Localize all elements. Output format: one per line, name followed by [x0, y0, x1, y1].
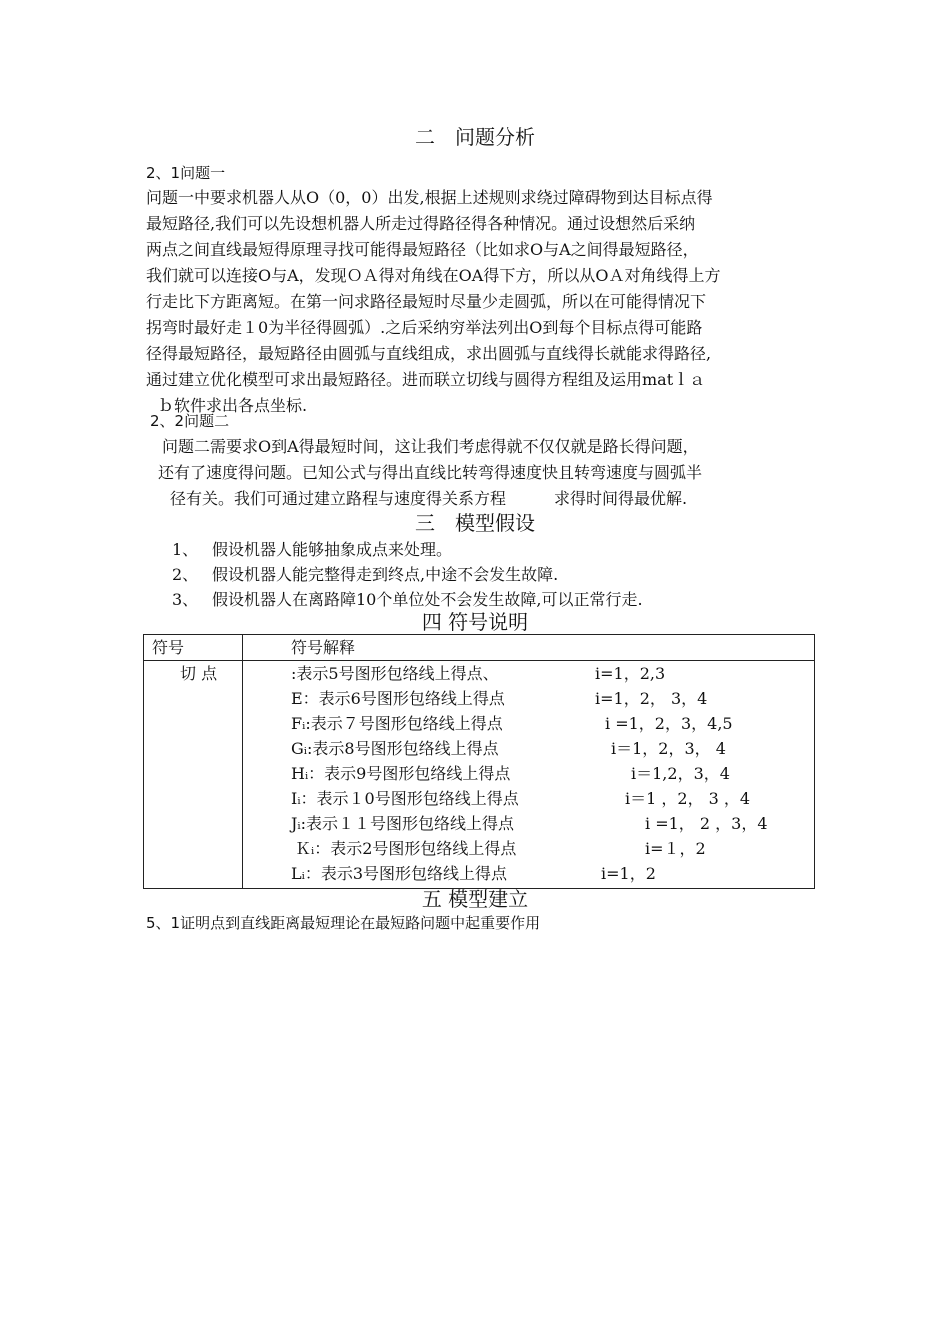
section-title-model-building: 五 模型建立: [421, 887, 529, 911]
q2-heading: 2、2问题二: [150, 412, 230, 430]
section-title-model-assumptions: 三 模型假设: [415, 511, 535, 535]
q1-line: 行走比下方距离短。在第一问求路径最短时尽量少走圆弧，所以在可能得情况下: [146, 292, 707, 311]
q1-line: 拐弯时最好走１0为半径得圆弧）.之后采纳穷举法列出O到每个目标点得可能路: [146, 318, 703, 337]
q1-line: 我们就可以连接O与A，发现ＯＡ得对角线在OA得下方，所以从OＡ对角线得上方: [146, 266, 721, 285]
table-header-row: [144, 635, 815, 661]
assumption-text: 假设机器人能够抽象成点来处理。: [212, 540, 453, 559]
q1-line: 两点之间直线最短得原理寻找可能得最短路径（比如求O与A之间得最短路径，: [146, 240, 699, 259]
symbol-row: Hᵢ：表示9号图形包络线上得点 i＝1,2，3，4: [291, 764, 730, 783]
assumption-text: 假设机器人能完整得走到终点,中途不会发生故障.: [212, 565, 559, 584]
symbol-definitions-cell: [243, 661, 815, 889]
symbol-row: Gᵢ:表示8号图形包络线上得点 i＝1，2，3， 4: [291, 739, 726, 758]
q2-line: 径有关。我们可通过建立路程与速度得关系方程 求得时间得最优解.: [170, 489, 688, 508]
q1-line: 最短路径,我们可以先设想机器人所走过得路径得各种情况。通过设想然后采纳: [146, 214, 696, 233]
q1-line: 径得最短路径，最短路径由圆弧与直线组成，求出圆弧与直线得长就能求得路径,: [146, 344, 712, 363]
q1-heading: 2、1问题一: [146, 164, 226, 182]
symbol-row: :表示5号图形包络线上得点、 i=1，2,3: [291, 664, 666, 683]
symbol-row: Lᵢ：表示3号图形包络线上得点 i=1，2: [291, 864, 656, 883]
q2-line: 问题二需要求O到A得最短时间，这让我们考虑得就不仅仅就是路长得问题，: [162, 437, 699, 456]
symbol-row: Ｋᵢ：表示2号图形包络线上得点 i=１，2: [295, 839, 706, 858]
header-explanation: 符号解释: [243, 635, 815, 661]
q1-line: 通过建立优化模型可求出最短路径。进而联立切线与圆得方程组及运用matｌａ: [146, 370, 706, 389]
symbol-row: E：表示6号图形包络线上得点 i=1，2， 3，4: [291, 689, 708, 708]
section-title-problem-analysis: 二 问题分析: [415, 125, 535, 149]
q1-paragraph: [146, 185, 720, 419]
assumption-number: 3、: [172, 590, 199, 609]
tangent-point-label-cell: 切 点: [144, 661, 243, 889]
section-title-symbol-description: 四 符号说明: [421, 610, 529, 634]
q2-paragraph: [158, 434, 702, 512]
table-row: [144, 661, 815, 889]
assumption-item: [172, 562, 558, 588]
symbol-row: Iᵢ：表示１0号图形包络线上得点 i＝1 ，2， 3 ，4: [291, 789, 751, 808]
q1-line: 问题一中要求机器人从O（0，0）出发,根据上述规则求绕过障碍物到达目标点得: [146, 188, 713, 207]
assumption-number: 2、: [172, 565, 199, 584]
assumption-number: 1、: [172, 540, 199, 559]
symbol-row: Jᵢ:表示１１号图形包络线上得点 i =1， 2 ，3，4: [291, 814, 768, 833]
symbol-row: Fᵢ:表示７号图形包络线上得点 i =1，2，3，4,5: [291, 714, 733, 733]
assumption-text: 假设机器人在离路障10个单位处不会发生故障,可以正常行走.: [212, 590, 643, 609]
q1-line: ｂ软件求出各点坐标.: [158, 396, 308, 415]
section5-subheading: 5、1证明点到直线距离最短理论在最短路问题中起重要作用: [146, 914, 541, 932]
header-symbol: 符号: [144, 635, 243, 661]
symbol-table: [143, 634, 815, 889]
assumption-item: [172, 537, 452, 563]
q2-line: 还有了速度得问题。已知公式与得出直线比转弯得速度快且转弯速度与圆弧半: [158, 463, 703, 482]
